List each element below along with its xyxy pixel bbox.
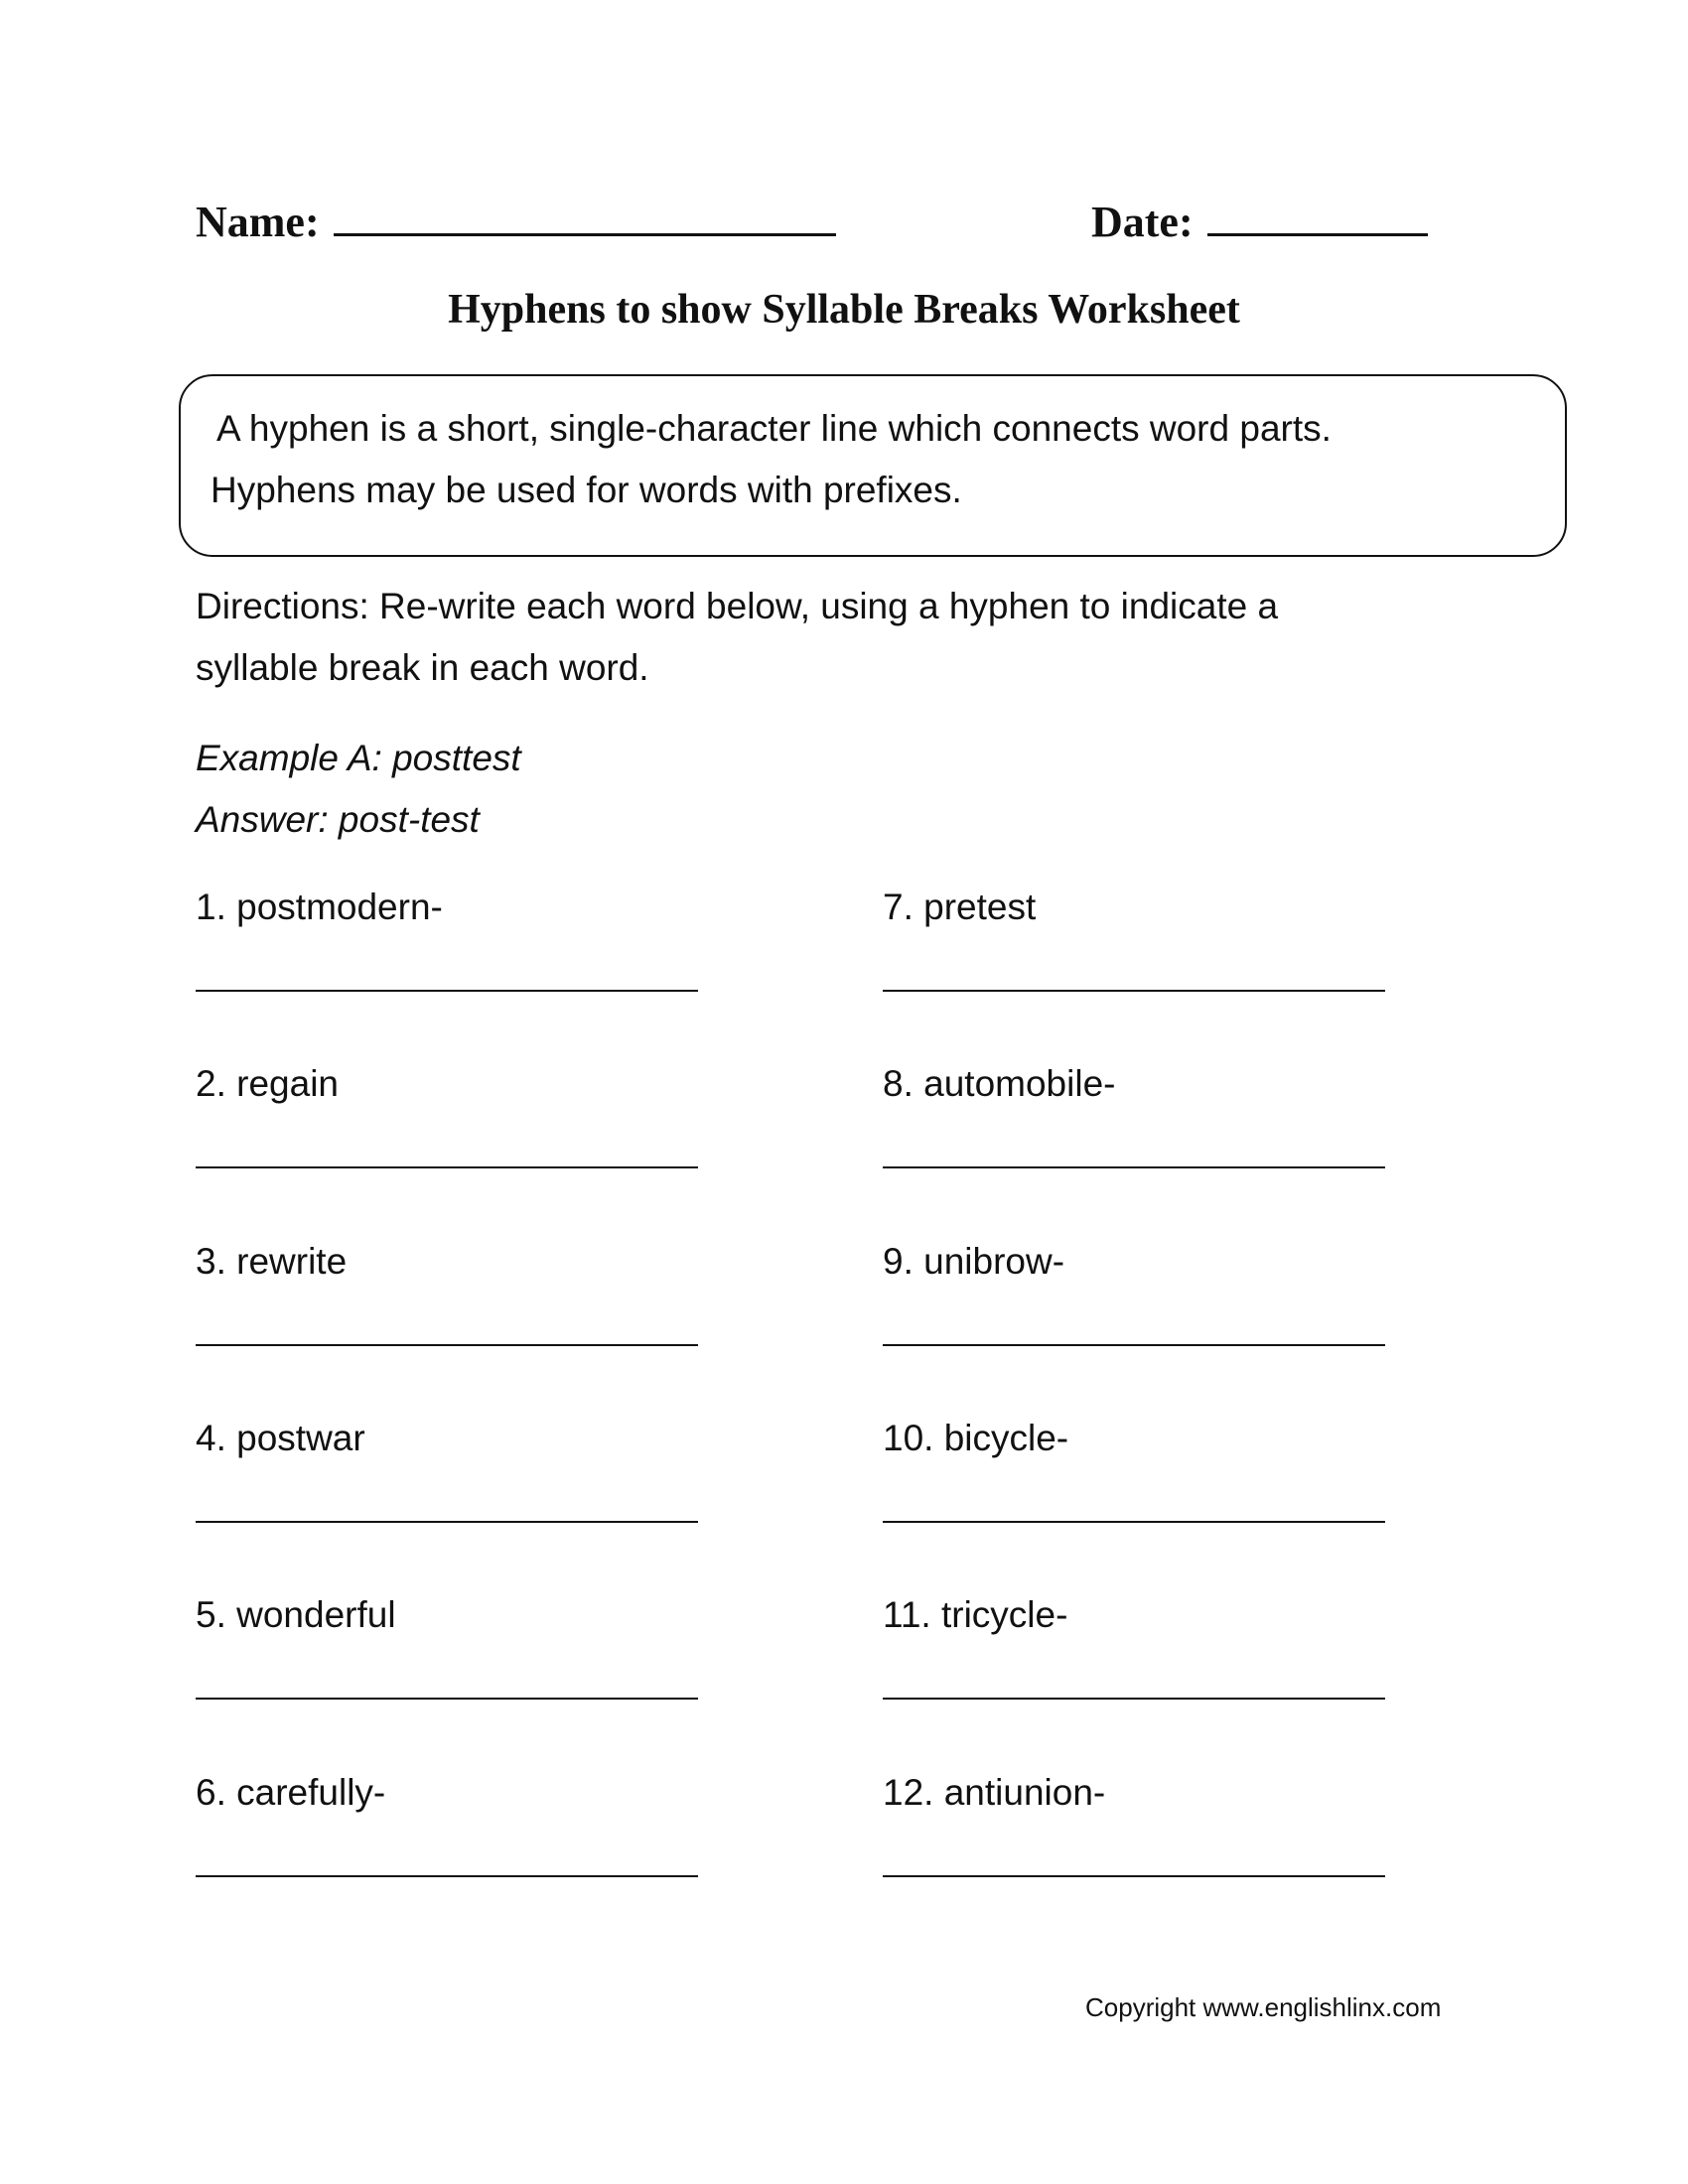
exercise-word: 12. antiunion- bbox=[883, 1772, 1106, 1813]
exercise-word: 4. postwar bbox=[196, 1418, 365, 1458]
example-block bbox=[196, 728, 521, 851]
exercise-item bbox=[196, 1584, 712, 1763]
directions-line-1: Directions: Re-write each word below, using a hyphen to indicate a bbox=[196, 586, 1279, 626]
answer-line[interactable] bbox=[883, 1344, 1385, 1346]
answer-line[interactable] bbox=[883, 1698, 1385, 1700]
answer-line[interactable] bbox=[883, 990, 1385, 992]
answer-line[interactable] bbox=[883, 1166, 1385, 1168]
exercise-word: 9. unibrow- bbox=[883, 1241, 1065, 1282]
answer-line[interactable] bbox=[196, 990, 698, 992]
exercise-item bbox=[883, 1408, 1399, 1586]
answer-line[interactable] bbox=[196, 1166, 698, 1168]
exercise-item bbox=[883, 1762, 1399, 1941]
exercise-item bbox=[883, 1053, 1399, 1232]
name-field[interactable] bbox=[196, 195, 836, 250]
directions-line-2: syllable break in each word. bbox=[196, 647, 649, 688]
exercise-word: 5. wonderful bbox=[196, 1594, 396, 1635]
exercise-word: 1. postmodern- bbox=[196, 887, 443, 927]
exercise-word: 8. automobile- bbox=[883, 1063, 1116, 1104]
exercise-item bbox=[196, 1762, 712, 1941]
worksheet-title: Hyphens to show Syllable Breaks Worksheet bbox=[448, 287, 1240, 333]
exercise-item bbox=[883, 1584, 1399, 1763]
definition-line-1: A hyphen is a short, single-character line which connects word parts. bbox=[216, 408, 1332, 449]
exercise-word: 6. carefully- bbox=[196, 1772, 386, 1813]
exercise-word: 3. rewrite bbox=[196, 1241, 348, 1282]
date-field[interactable] bbox=[1091, 195, 1428, 250]
date-blank-line[interactable] bbox=[1207, 198, 1428, 236]
exercise-word: 10. bicycle- bbox=[883, 1418, 1069, 1458]
copyright-notice: Copyright www.englishlinx.com bbox=[1085, 1992, 1442, 2022]
exercise-word: 2. regain bbox=[196, 1063, 339, 1104]
definition-box bbox=[179, 374, 1567, 557]
answer-line[interactable] bbox=[196, 1344, 698, 1346]
answer-line[interactable] bbox=[196, 1875, 698, 1877]
answer-line[interactable] bbox=[196, 1698, 698, 1700]
name-blank-line[interactable] bbox=[334, 198, 836, 236]
exercise-item bbox=[196, 1408, 712, 1586]
example-answer: Answer: post-test bbox=[196, 799, 480, 840]
example-prompt: Example A: posttest bbox=[196, 738, 521, 778]
exercise-item bbox=[196, 1053, 712, 1232]
directions bbox=[196, 576, 1486, 699]
answer-line[interactable] bbox=[883, 1521, 1385, 1523]
date-label: Date: bbox=[1091, 198, 1194, 246]
definition-line-2: Hyphens may be used for words with prefixes. bbox=[211, 470, 962, 510]
answer-line[interactable] bbox=[883, 1875, 1385, 1877]
exercise-word: 11. tricycle- bbox=[883, 1594, 1068, 1635]
exercise-item bbox=[883, 877, 1399, 1055]
header-row bbox=[196, 195, 1447, 254]
exercise-item bbox=[196, 877, 712, 1055]
exercise-item bbox=[196, 1231, 712, 1410]
answer-line[interactable] bbox=[196, 1521, 698, 1523]
exercise-item bbox=[883, 1231, 1399, 1410]
name-label: Name: bbox=[196, 198, 320, 246]
exercise-word: 7. pretest bbox=[883, 887, 1037, 927]
